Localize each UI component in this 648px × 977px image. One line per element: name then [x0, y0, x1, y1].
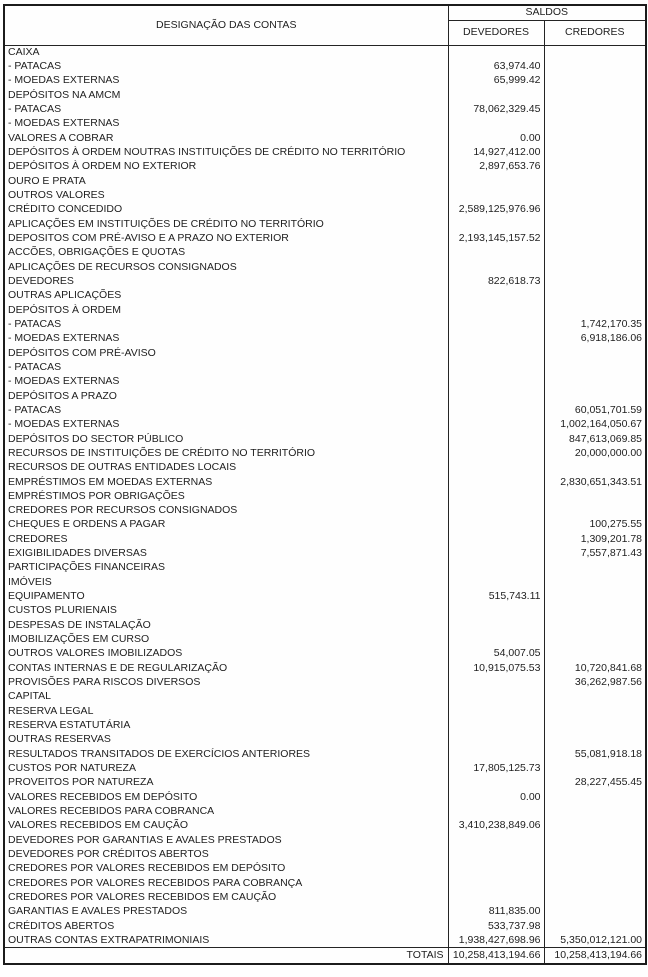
devedores-value: [448, 604, 544, 618]
credores-value: 55,081,918.18: [574, 747, 643, 760]
devedores-value: [448, 375, 544, 389]
devedores-value: [448, 804, 544, 818]
account-label: CUSTOS POR NATUREZA: [4, 761, 448, 775]
account-label: CUSTOS PLURIENAIS: [4, 604, 448, 618]
credores-value: [544, 604, 646, 618]
table-row: [4, 718, 646, 732]
devedores-value: 515,743.11: [448, 589, 544, 603]
account-label: DEPÓSITOS À ORDEM NO EXTERIOR: [4, 160, 448, 174]
credores-value: [544, 289, 646, 303]
account-label: CREDORES POR VALORES RECEBIDOS PARA COBRANÇA: [4, 876, 448, 890]
devedores-value: 2,589,125,976.96: [448, 203, 544, 217]
devedores-value: 2,897,653.76: [448, 160, 544, 174]
credores-value: [544, 489, 646, 503]
account-label: PROVISÕES PARA RISCOS DIVERSOS: [4, 675, 448, 689]
table-row: [4, 518, 646, 532]
credores-value: [544, 346, 646, 360]
devedores-value: [448, 289, 544, 303]
table-row: [4, 532, 646, 546]
credores-value: [544, 819, 646, 833]
table-row: [4, 761, 646, 775]
credores-value: [544, 160, 646, 174]
credores-value: 20,000,000.00: [574, 446, 643, 459]
devedores-value: [448, 747, 544, 761]
devedores-value: [448, 776, 544, 790]
table-row: [4, 246, 646, 260]
table-row: [4, 647, 646, 661]
table-row: [4, 933, 646, 947]
table-row: [4, 274, 646, 288]
credores-value: [544, 303, 646, 317]
devedores-value: [448, 246, 544, 260]
devedores-value: 811,835.00: [448, 905, 544, 919]
account-label: CAPITAL: [4, 690, 448, 704]
credores-value: [544, 919, 646, 933]
table-row: [4, 317, 646, 331]
devedores-value: [448, 862, 544, 876]
table-row: [4, 589, 646, 603]
table-row: [4, 833, 646, 847]
account-label: GARANTIAS E AVALES PRESTADOS: [4, 905, 448, 919]
devedores-value: [448, 418, 544, 432]
account-label: PARTICIPAÇÕES FINANCEIRAS: [4, 561, 448, 575]
table-row: [4, 661, 646, 675]
table-row: [4, 45, 646, 59]
credores-value: 1,002,164,050.67: [560, 418, 643, 431]
table-row: [4, 475, 646, 489]
devedores-value: [448, 890, 544, 904]
account-label: OURO E PRATA: [4, 174, 448, 188]
devedores-value: [448, 461, 544, 475]
table-row: [4, 432, 646, 446]
table-row: [4, 704, 646, 718]
devedores-value: [448, 561, 544, 575]
accounts-table-footer: [4, 948, 646, 964]
account-label: IMÓVEIS: [4, 575, 448, 589]
table-row: [4, 102, 646, 116]
account-label: DEPÓSITOS DO SECTOR PÚBLICO: [4, 432, 448, 446]
table-row: [4, 160, 646, 174]
account-label: EXIGIBILIDADES DIVERSAS: [4, 546, 448, 560]
devedores-value: 65,999.42: [448, 74, 544, 88]
devedores-value: [448, 733, 544, 747]
account-label: RESERVA ESTATUTÁRIA: [4, 718, 448, 732]
credores-value: [544, 804, 646, 818]
table-row: [4, 847, 646, 861]
account-label: CREDORES: [4, 532, 448, 546]
devedores-value: 54,007.05: [448, 647, 544, 661]
account-label: - PATACAS: [4, 360, 448, 374]
devedores-value: [448, 575, 544, 589]
table-row: [4, 575, 646, 589]
table-row: [4, 504, 646, 518]
totals-label: TOTAIS: [4, 948, 448, 964]
credores-value: [544, 690, 646, 704]
devedores-value: [448, 532, 544, 546]
devedores-value: [448, 303, 544, 317]
credores-value: [544, 761, 646, 775]
credores-value: [544, 188, 646, 202]
account-label: RESULTADOS TRANSITADOS DE EXERCÍCIOS ANTERIORES: [4, 747, 448, 761]
account-label: OUTROS VALORES: [4, 188, 448, 202]
credores-value: [544, 461, 646, 475]
account-label: DEPÓSITOS A PRAZO: [4, 389, 448, 403]
account-label: CREDORES POR VALORES RECEBIDOS EM CAUÇÃO: [4, 890, 448, 904]
credores-value: [544, 790, 646, 804]
devedores-value: [448, 876, 544, 890]
table-row: [4, 145, 646, 159]
account-label: DEPÓSITOS NA AMCM: [4, 88, 448, 102]
devedores-value: 0.00: [448, 131, 544, 145]
account-label: VALORES RECEBIDOS PARA COBRANCA: [4, 804, 448, 818]
account-label: OUTRAS APLICAÇÕES: [4, 289, 448, 303]
account-label: CONTAS INTERNAS E DE REGULARIZAÇÃO: [4, 661, 448, 675]
credores-value: [544, 589, 646, 603]
credores-value: [544, 74, 646, 88]
account-label: - PATACAS: [4, 403, 448, 417]
credores-value: [544, 561, 646, 575]
account-label: APLICAÇÕES EM INSTITUIÇÕES DE CRÉDITO NO TERRITÓRIO: [4, 217, 448, 231]
table-row: [4, 876, 646, 890]
account-label: RESERVA LEGAL: [4, 704, 448, 718]
credores-value: 847,613,069.85: [569, 432, 643, 445]
devedores-value: [448, 618, 544, 632]
devedores-value: 17,805,125.73: [448, 761, 544, 775]
account-label: CRÉDITO CONCEDIDO: [4, 203, 448, 217]
devedores-value: 3,410,238,849.06: [448, 819, 544, 833]
table-row: [4, 632, 646, 646]
table-row: [4, 919, 646, 933]
account-label: EMPRÉSTIMOS EM MOEDAS EXTERNAS: [4, 475, 448, 489]
devedores-value: [448, 690, 544, 704]
devedores-value: 2,193,145,157.52: [448, 231, 544, 245]
credores-value: [544, 847, 646, 861]
credores-value: 28,227,455.45: [574, 776, 643, 789]
devedores-value: [448, 675, 544, 689]
devedores-value: [448, 389, 544, 403]
account-label: DEPOSITOS COM PRÉ-AVISO E A PRAZO NO EXTERIOR: [4, 231, 448, 245]
credores-value: 2,830,651,343.51: [560, 475, 643, 488]
credores-value: 100,275.55: [589, 518, 643, 531]
credores-value: [544, 618, 646, 632]
account-label: DESPESAS DE INSTALAÇÃO: [4, 618, 448, 632]
account-label: - PATACAS: [4, 102, 448, 116]
account-label: VALORES RECEBIDOS EM CAUÇÃO: [4, 819, 448, 833]
credores-value: 1,742,170.35: [580, 317, 643, 330]
table-row: [4, 690, 646, 704]
table-row: [4, 890, 646, 904]
credores-value: [544, 131, 646, 145]
devedores-value: [448, 718, 544, 732]
totals-row: [4, 948, 646, 964]
credores-value: [544, 102, 646, 116]
credores-value: 7,557,871.43: [580, 547, 643, 560]
credores-value: [544, 862, 646, 876]
credores-value: [544, 260, 646, 274]
credores-value: [544, 905, 646, 919]
devedores-value: 10,915,075.53: [448, 661, 544, 675]
devedores-value: 822,618.73: [448, 274, 544, 288]
account-label: - MOEDAS EXTERNAS: [4, 117, 448, 131]
table-row: [4, 819, 646, 833]
credores-value: [544, 117, 646, 131]
table-row: [4, 604, 646, 618]
account-label: CRÉDITOS ABERTOS: [4, 919, 448, 933]
table-row: [4, 446, 646, 460]
account-label: EQUIPAMENTO: [4, 589, 448, 603]
credores-value: [544, 217, 646, 231]
credores-value: [544, 504, 646, 518]
table-row: [4, 489, 646, 503]
table-row: [4, 804, 646, 818]
table-row: [4, 217, 646, 231]
table-row: [4, 231, 646, 245]
accounts-table-body: [4, 45, 646, 948]
credores-value: 60,051,701.59: [574, 403, 643, 416]
credores-value: [544, 375, 646, 389]
table-row: [4, 59, 646, 73]
account-label: CREDORES POR RECURSOS CONSIGNADOS: [4, 504, 448, 518]
credores-value: [544, 45, 646, 59]
account-label: CREDORES POR VALORES RECEBIDOS EM DEPÓSITO: [4, 862, 448, 876]
table-row: [4, 389, 646, 403]
devedores-value: [448, 403, 544, 417]
devedores-value: 78,062,329.45: [448, 102, 544, 116]
account-label: VALORES RECEBIDOS EM DEPÓSITO: [4, 790, 448, 804]
credores-value: [544, 704, 646, 718]
table-row: [4, 131, 646, 145]
devedores-value: [448, 346, 544, 360]
account-label: DEVEDORES POR CRÉDITOS ABERTOS: [4, 847, 448, 861]
credores-value: [544, 389, 646, 403]
credores-value: [544, 145, 646, 159]
totals-devedores-value: 10,258,413,194.66: [448, 948, 544, 964]
devedores-value: 1,938,427,698.96: [448, 933, 544, 947]
table-row: [4, 346, 646, 360]
credores-value: [544, 274, 646, 288]
credores-value: [544, 575, 646, 589]
table-row: [4, 461, 646, 475]
devedores-value: 63,974.40: [448, 59, 544, 73]
table-row: [4, 117, 646, 131]
credores-value: [544, 360, 646, 374]
column-header-credores: CREDORES: [544, 20, 646, 45]
table-row: [4, 74, 646, 88]
table-row: [4, 289, 646, 303]
account-label: VALORES A COBRAR: [4, 131, 448, 145]
devedores-value: [448, 260, 544, 274]
credores-value: [544, 174, 646, 188]
devedores-value: [448, 504, 544, 518]
table-row: [4, 776, 646, 790]
credores-value: [544, 632, 646, 646]
table-row: [4, 790, 646, 804]
account-label: EMPRÉSTIMOS POR OBRIGAÇÕES: [4, 489, 448, 503]
table-row: [4, 88, 646, 102]
credores-value: [544, 718, 646, 732]
account-label: DEVEDORES: [4, 274, 448, 288]
accounts-table: [3, 4, 647, 965]
credores-value: [544, 88, 646, 102]
account-label: DEPÓSITOS COM PRÉ-AVISO: [4, 346, 448, 360]
credores-value: [544, 59, 646, 73]
credores-value: [544, 876, 646, 890]
account-label: - PATACAS: [4, 59, 448, 73]
account-label: PROVEITOS POR NATUREZA: [4, 776, 448, 790]
account-label: OUTROS VALORES IMOBILIZADOS: [4, 647, 448, 661]
account-label: IMOBILIZAÇÕES EM CURSO: [4, 632, 448, 646]
devedores-value: [448, 446, 544, 460]
devedores-value: [448, 360, 544, 374]
table-row: [4, 747, 646, 761]
devedores-value: [448, 332, 544, 346]
credores-value: [544, 733, 646, 747]
credores-value: [544, 833, 646, 847]
table-row: [4, 905, 646, 919]
table-row: [4, 403, 646, 417]
column-header-designacao: DESIGNAÇÃO DAS CONTAS: [4, 5, 448, 45]
table-row: [4, 203, 646, 217]
account-label: - MOEDAS EXTERNAS: [4, 74, 448, 88]
account-label: RECURSOS DE INSTITUIÇÕES DE CRÉDITO NO TERRITÓRIO: [4, 446, 448, 460]
table-row: [4, 862, 646, 876]
table-row: [4, 733, 646, 747]
totals-credores-value: 10,258,413,194.66: [544, 948, 646, 964]
account-label: - MOEDAS EXTERNAS: [4, 375, 448, 389]
credores-value: [544, 890, 646, 904]
credores-value: 5,350,012,121.00: [560, 933, 643, 946]
credores-value: [544, 203, 646, 217]
devedores-value: [448, 217, 544, 231]
credores-value: 1,309,201.78: [580, 532, 643, 545]
account-label: CAIXA: [4, 45, 448, 59]
account-label: - PATACAS: [4, 317, 448, 331]
account-label: DEPÓSITOS À ORDEM NOUTRAS INSTITUIÇÕES DE CRÉDITO NO TERRITÓRIO: [4, 145, 448, 159]
credores-value: [544, 647, 646, 661]
table-row: [4, 174, 646, 188]
devedores-value: 0.00: [448, 790, 544, 804]
credores-value: 36,262,987.56: [574, 676, 643, 689]
devedores-value: [448, 704, 544, 718]
devedores-value: [448, 45, 544, 59]
table-row: [4, 546, 646, 560]
table-row: [4, 375, 646, 389]
account-label: OUTRAS RESERVAS: [4, 733, 448, 747]
table-row: [4, 332, 646, 346]
account-label: RECURSOS DE OUTRAS ENTIDADES LOCAIS: [4, 461, 448, 475]
devedores-value: [448, 188, 544, 202]
credores-value: [544, 231, 646, 245]
devedores-value: [448, 489, 544, 503]
account-label: OUTRAS CONTAS EXTRAPATRIMONIAIS: [4, 933, 448, 947]
column-header-devedores: DEVEDORES: [448, 20, 544, 45]
table-row: [4, 561, 646, 575]
account-label: DEPÓSITOS À ORDEM: [4, 303, 448, 317]
devedores-value: [448, 174, 544, 188]
account-label: - MOEDAS EXTERNAS: [4, 332, 448, 346]
account-label: - MOEDAS EXTERNAS: [4, 418, 448, 432]
devedores-value: 533,737.98: [448, 919, 544, 933]
credores-value: 6,918,186.06: [580, 332, 643, 345]
devedores-value: [448, 632, 544, 646]
devedores-value: [448, 518, 544, 532]
column-header-saldos: SALDOS: [448, 5, 646, 20]
devedores-value: [448, 317, 544, 331]
account-label: DEVEDORES POR GARANTIAS E AVALES PRESTADOS: [4, 833, 448, 847]
table-row: [4, 303, 646, 317]
table-row: [4, 418, 646, 432]
account-label: CHEQUES E ORDENS A PAGAR: [4, 518, 448, 532]
devedores-value: [448, 432, 544, 446]
table-row: [4, 675, 646, 689]
account-label: ACCÕES, OBRIGAÇÕES E QUOTAS: [4, 246, 448, 260]
devedores-value: [448, 847, 544, 861]
devedores-value: [448, 833, 544, 847]
credores-value: [544, 246, 646, 260]
accounts-table-header: [4, 5, 646, 45]
devedores-value: [448, 475, 544, 489]
table-row: [4, 260, 646, 274]
devedores-value: [448, 546, 544, 560]
credores-value: 10,720,841.68: [574, 661, 643, 674]
devedores-value: 14,927,412.00: [448, 145, 544, 159]
table-row: [4, 360, 646, 374]
devedores-value: [448, 88, 544, 102]
account-label: APLICAÇÕES DE RECURSOS CONSIGNADOS: [4, 260, 448, 274]
table-row: [4, 618, 646, 632]
devedores-value: [448, 117, 544, 131]
table-row: [4, 188, 646, 202]
